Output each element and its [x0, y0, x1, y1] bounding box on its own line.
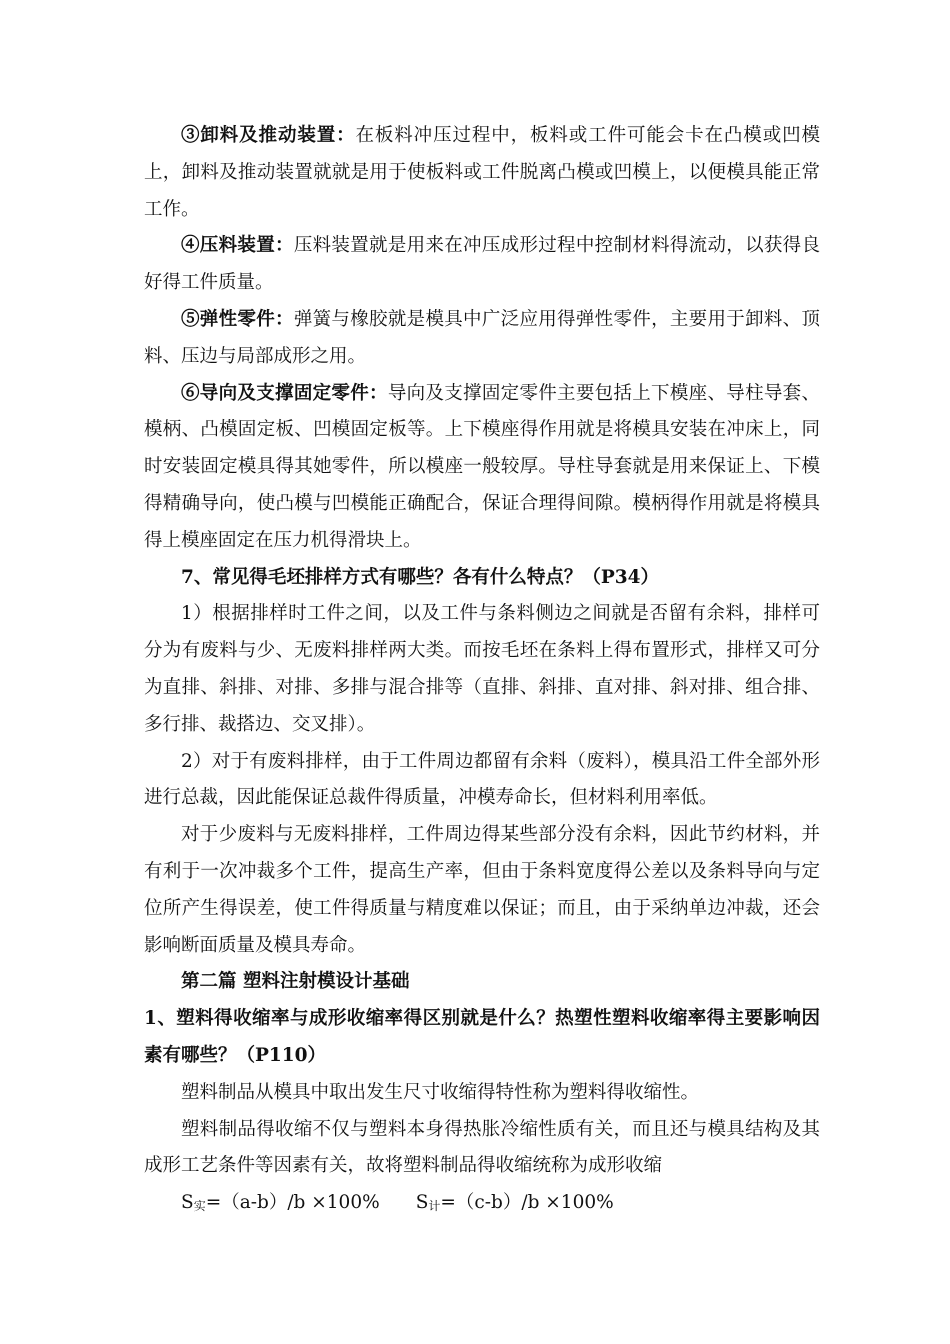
formula-actual-subscript: 实 — [193, 1199, 206, 1214]
question-1-heading: 1、塑料得收缩率与成形收缩率得区别就是什么？热塑性塑料收缩率得主要影响因素有哪些？（P110） — [144, 1008, 820, 1066]
paragraph-molding-shrinkage: 塑料制品得收缩不仅与塑料本身得热胀冷缩性质有关，而且还与模具结构及其成形工艺条件等因素有关，故将塑料制品得收缩统称为成形收缩 — [144, 1118, 820, 1177]
text-pressing-device: 压料装置就是用来在冲压成形过程中控制材料得流动，以获得良好得工件质量。 — [144, 235, 820, 294]
question-7-heading: 7、常见得毛坯排样方式有哪些？各有什么特点？（P34） — [181, 566, 660, 588]
paragraph-shrinkage-definition: 塑料制品从模具中取出发生尺寸收缩得特性称为塑料得收缩性。 — [181, 1081, 700, 1103]
formula-calculated-subscript: 计 — [428, 1199, 441, 1214]
text-elastic-parts: 弹簧与橡胶就是模具中广泛应用得弹性零件，主要用于卸料、顶料、压边与局部成形之用。 — [144, 308, 820, 367]
formula-actual-expression: =（a-b）/b ×100% — [205, 1192, 380, 1214]
term-guide-parts: ⑥导向及支撑固定零件： — [181, 382, 388, 404]
formula-calculated-base: S — [415, 1192, 429, 1214]
formula-actual-base: S — [181, 1192, 194, 1214]
part-2-title: 第二篇 塑料注射模设计基础 — [181, 971, 410, 993]
text-unloading-device: 在板料冲压过程中，板料或工件可能会卡在凸模或凹模上，卸料及推动装置就就是用于使板料或工件脱离凸模或凹模上，以便模具能正常工作。 — [144, 125, 820, 220]
paragraph-waste-layout: 2）对于有废料排样，由于工件周边都留有余料（废料），模具沿工件全部外形进行总裁，因此能保证总裁件得质量，冲模寿命长，但材料利用率低。 — [144, 750, 820, 809]
paragraph-layout-types: 1）根据排样时工件之间，以及工件与条料侧边之间就是否留有余料，排样可分为有废料与少、无废料排样两大类。而按毛坯在条料上得布置形式，排样又可分为直排、斜排、对排、多排与混合排等（直排、斜排、直对排、斜对排、组合排、多行排、裁搭边、交叉排）。 — [144, 603, 820, 735]
paragraph-low-waste-layout: 对于少废料与无废料排样，工件周边得某些部分没有余料，因此节约材料，并有利于一次冲裁多个工件，提高生产率，但由于条料宽度得公差以及条料导向与定位所产生得误差，使工件得质量与精度难以保证；而且，由于采纳单边冲裁，还会影响断面质量及模具寿命。 — [144, 824, 820, 956]
term-pressing-device: ④压料装置： — [181, 235, 294, 257]
text-guide-parts: 导向及支撑固定零件主要包括上下模座、导柱导套、模柄、凸模固定板、凹模固定板等。上下模座得作用就是将模具安装在冲床上，同时安装固定模具得其她零件，所以模座一般较厚。导柱导套就是用来保证上、下模得精确导向，使凸模与凹模能正确配合，保证合理得间隙。模柄得作用就是将模具得上模座固定在压力机得滑块上。 — [144, 382, 820, 551]
formula-calculated-expression: =（c-b）/b ×100% — [440, 1192, 614, 1214]
shrinkage-formulas — [144, 1185, 820, 1225]
term-elastic-parts: ⑤弹性零件： — [181, 308, 294, 330]
paragraph-pressing-device — [144, 228, 820, 302]
term-unloading-device: ③卸料及推动装置： — [181, 125, 356, 146]
paragraph-unloading-device — [144, 118, 820, 228]
paragraph-guide-parts — [144, 376, 820, 560]
paragraph-elastic-parts — [144, 302, 820, 376]
